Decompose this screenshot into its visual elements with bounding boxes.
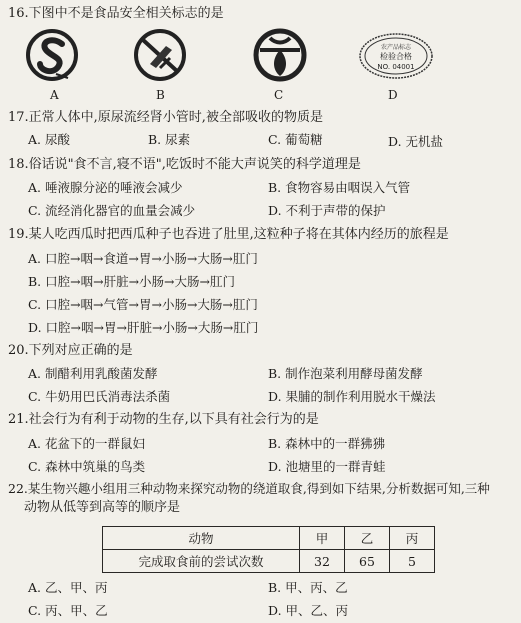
q17-option-b: B. 尿素 (148, 132, 191, 147)
logo-d-label: D (388, 88, 398, 102)
logo-c-green-food-mark (250, 28, 310, 84)
table-header-cell: 丙 (390, 527, 435, 550)
q22-option-b: B. 甲、丙、乙 (268, 580, 348, 595)
question-18: 18.俗话说"食不言,寝不语",吃饭时不能大声说笑的科学道理是 (8, 157, 361, 172)
table-header-cell: 甲 (300, 527, 345, 550)
q18-option-b: B. 食物容易由咽误入气管 (268, 180, 411, 195)
table-header-row (103, 527, 435, 550)
q18-option-c: C. 流经消化器官的血量会减少 (28, 203, 196, 218)
q22-option-a: A. 乙、甲、丙 (28, 580, 108, 595)
logo-d-inspection-stamp (356, 28, 436, 84)
question-20: 20.下列对应正确的是 (8, 343, 133, 358)
q21-option-c: C. 森林中筑巢的鸟类 (28, 459, 146, 474)
table-header-cell: 乙 (345, 527, 390, 550)
question-19: 19.某人吃西瓜时把西瓜种子也吞进了肚里,这粒种子将在其体内经历的旅程是 (8, 227, 449, 242)
q19-option-d: D. 口腔→咽→胃→肝脏→小肠→大肠→肛门 (28, 320, 259, 335)
q19-option-a: A. 口腔→咽→食道→胃→小肠→大肠→肛门 (28, 251, 258, 266)
q17-option-d: D. 无机盐 (388, 134, 444, 149)
question-21: 21.社会行为有利于动物的生存,以下具有社会行为的是 (8, 412, 319, 427)
logo-a-s-mark (22, 28, 82, 84)
stamp-line-1: 农产品标志 (380, 44, 412, 51)
q20-option-c: C. 牛奶用巴氏消毒法杀菌 (28, 389, 171, 404)
q19-option-c: C. 口腔→咽→气管→胃→小肠→大肠→肛门 (28, 297, 258, 312)
stamp-line-3: NO. 04001 (377, 63, 415, 71)
question-22-line-2: 动物从低等到高等的顺序是 (24, 500, 181, 515)
table-header-cell: 动物 (103, 527, 300, 550)
q18-option-a: A. 唾液腺分泌的唾液会减少 (28, 180, 183, 195)
question-17: 17.正常人体中,原尿流经肾小管时,被全部吸收的物质是 (8, 110, 323, 125)
logo-c-label: C (274, 88, 284, 102)
table-cell: 32 (300, 550, 345, 573)
q21-option-b: B. 森林中的一群狒狒 (268, 436, 386, 451)
q21-option-d: D. 池塘里的一群青蛙 (268, 459, 386, 474)
question-16: 16.下图中不是食品安全相关标志的是 (8, 6, 224, 21)
q22-data-table (102, 526, 435, 573)
table-cell: 完成取食前的尝试次数 (103, 550, 300, 573)
q17-option-c: C. 葡萄糖 (268, 132, 323, 147)
q20-option-b: B. 制作泡菜利用酵母菌发酵 (268, 366, 423, 381)
q20-option-d: D. 果脯的制作利用脱水干燥法 (268, 389, 436, 404)
logo-b-no-sign (130, 28, 190, 84)
q18-option-d: D. 不利于声带的保护 (268, 203, 386, 218)
logo-a-label: A (50, 88, 59, 102)
q17-option-a: A. 尿酸 (28, 132, 70, 147)
question-22-line-1: 22.某生物兴趣小组用三种动物来探究动物的绕道取食,得到如下结果,分析数据可知,三种 (8, 481, 490, 496)
q22-option-d: D. 甲、乙、丙 (268, 603, 349, 618)
table-row (103, 550, 435, 573)
q20-option-a: A. 制醋利用乳酸菌发酵 (28, 366, 158, 381)
q19-option-b: B. 口腔→咽→肝脏→小肠→大肠→肛门 (28, 274, 236, 289)
q22-option-c: C. 丙、甲、乙 (28, 603, 108, 618)
table-cell: 5 (390, 550, 435, 573)
table-cell: 65 (345, 550, 390, 573)
stamp-line-2: 检验合格 (380, 52, 412, 61)
q21-option-a: A. 花盆下的一群鼠妇 (28, 436, 145, 451)
logo-b-label: B (156, 88, 165, 102)
